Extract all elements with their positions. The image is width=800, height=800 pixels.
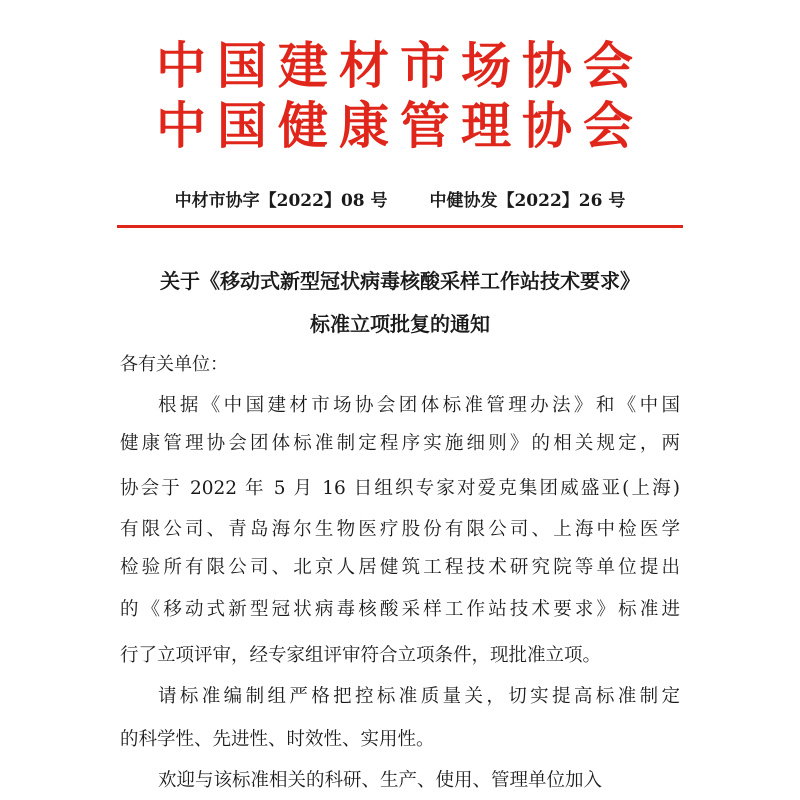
red-divider — [117, 225, 683, 228]
issuer-title-2: 中国健康管理协会 — [156, 97, 644, 155]
issuer-title-1: 中国建材市场协会 — [156, 37, 644, 95]
body-line: 协会于 2022 年 5 月 16 日组织专家对爱克集团威盛亚(上海) — [120, 478, 680, 499]
notice-title-line-1: 关于《移动式新型冠状病毒核酸采样工作站技术要求》 — [160, 269, 640, 293]
body-line: 有限公司、青岛海尔生物医疗股份有限公司、上海中检医学 — [120, 519, 680, 540]
body-line: 的科学性、先进性、时效性、实用性。 — [120, 729, 435, 750]
body-line: 根据《中国建材市场协会团体标准管理办法》和《中国 — [158, 395, 680, 416]
body-line: 的《移动式新型冠状病毒核酸采样工作站技术要求》标准进 — [120, 599, 680, 620]
document-numbers — [0, 186, 800, 211]
notice-title-line-2: 标准立项批复的通知 — [310, 312, 490, 336]
body-line: 健康管理协会团体标准制定程序实施细则》的相关规定，两 — [120, 433, 680, 454]
body-line: 检验所有限公司、北京人居健筑工程技术研究院等单位提出 — [120, 557, 680, 578]
doc-number-left: 中材市协字【2022】08 号 — [174, 191, 388, 211]
salutation: 各有关单位： — [120, 354, 228, 375]
doc-number-right: 中健协发【2022】26 号 — [429, 191, 626, 211]
body-line: 行了立项评审，经专家组评审符合立项条件，现批准立项。 — [120, 645, 602, 666]
body-line: 请标准编制组严格把控标准质量关，切实提高标准制定 — [158, 686, 680, 707]
body-line: 欢迎与该标准相关的科研、生产、使用、管理单位加入 — [158, 770, 603, 791]
